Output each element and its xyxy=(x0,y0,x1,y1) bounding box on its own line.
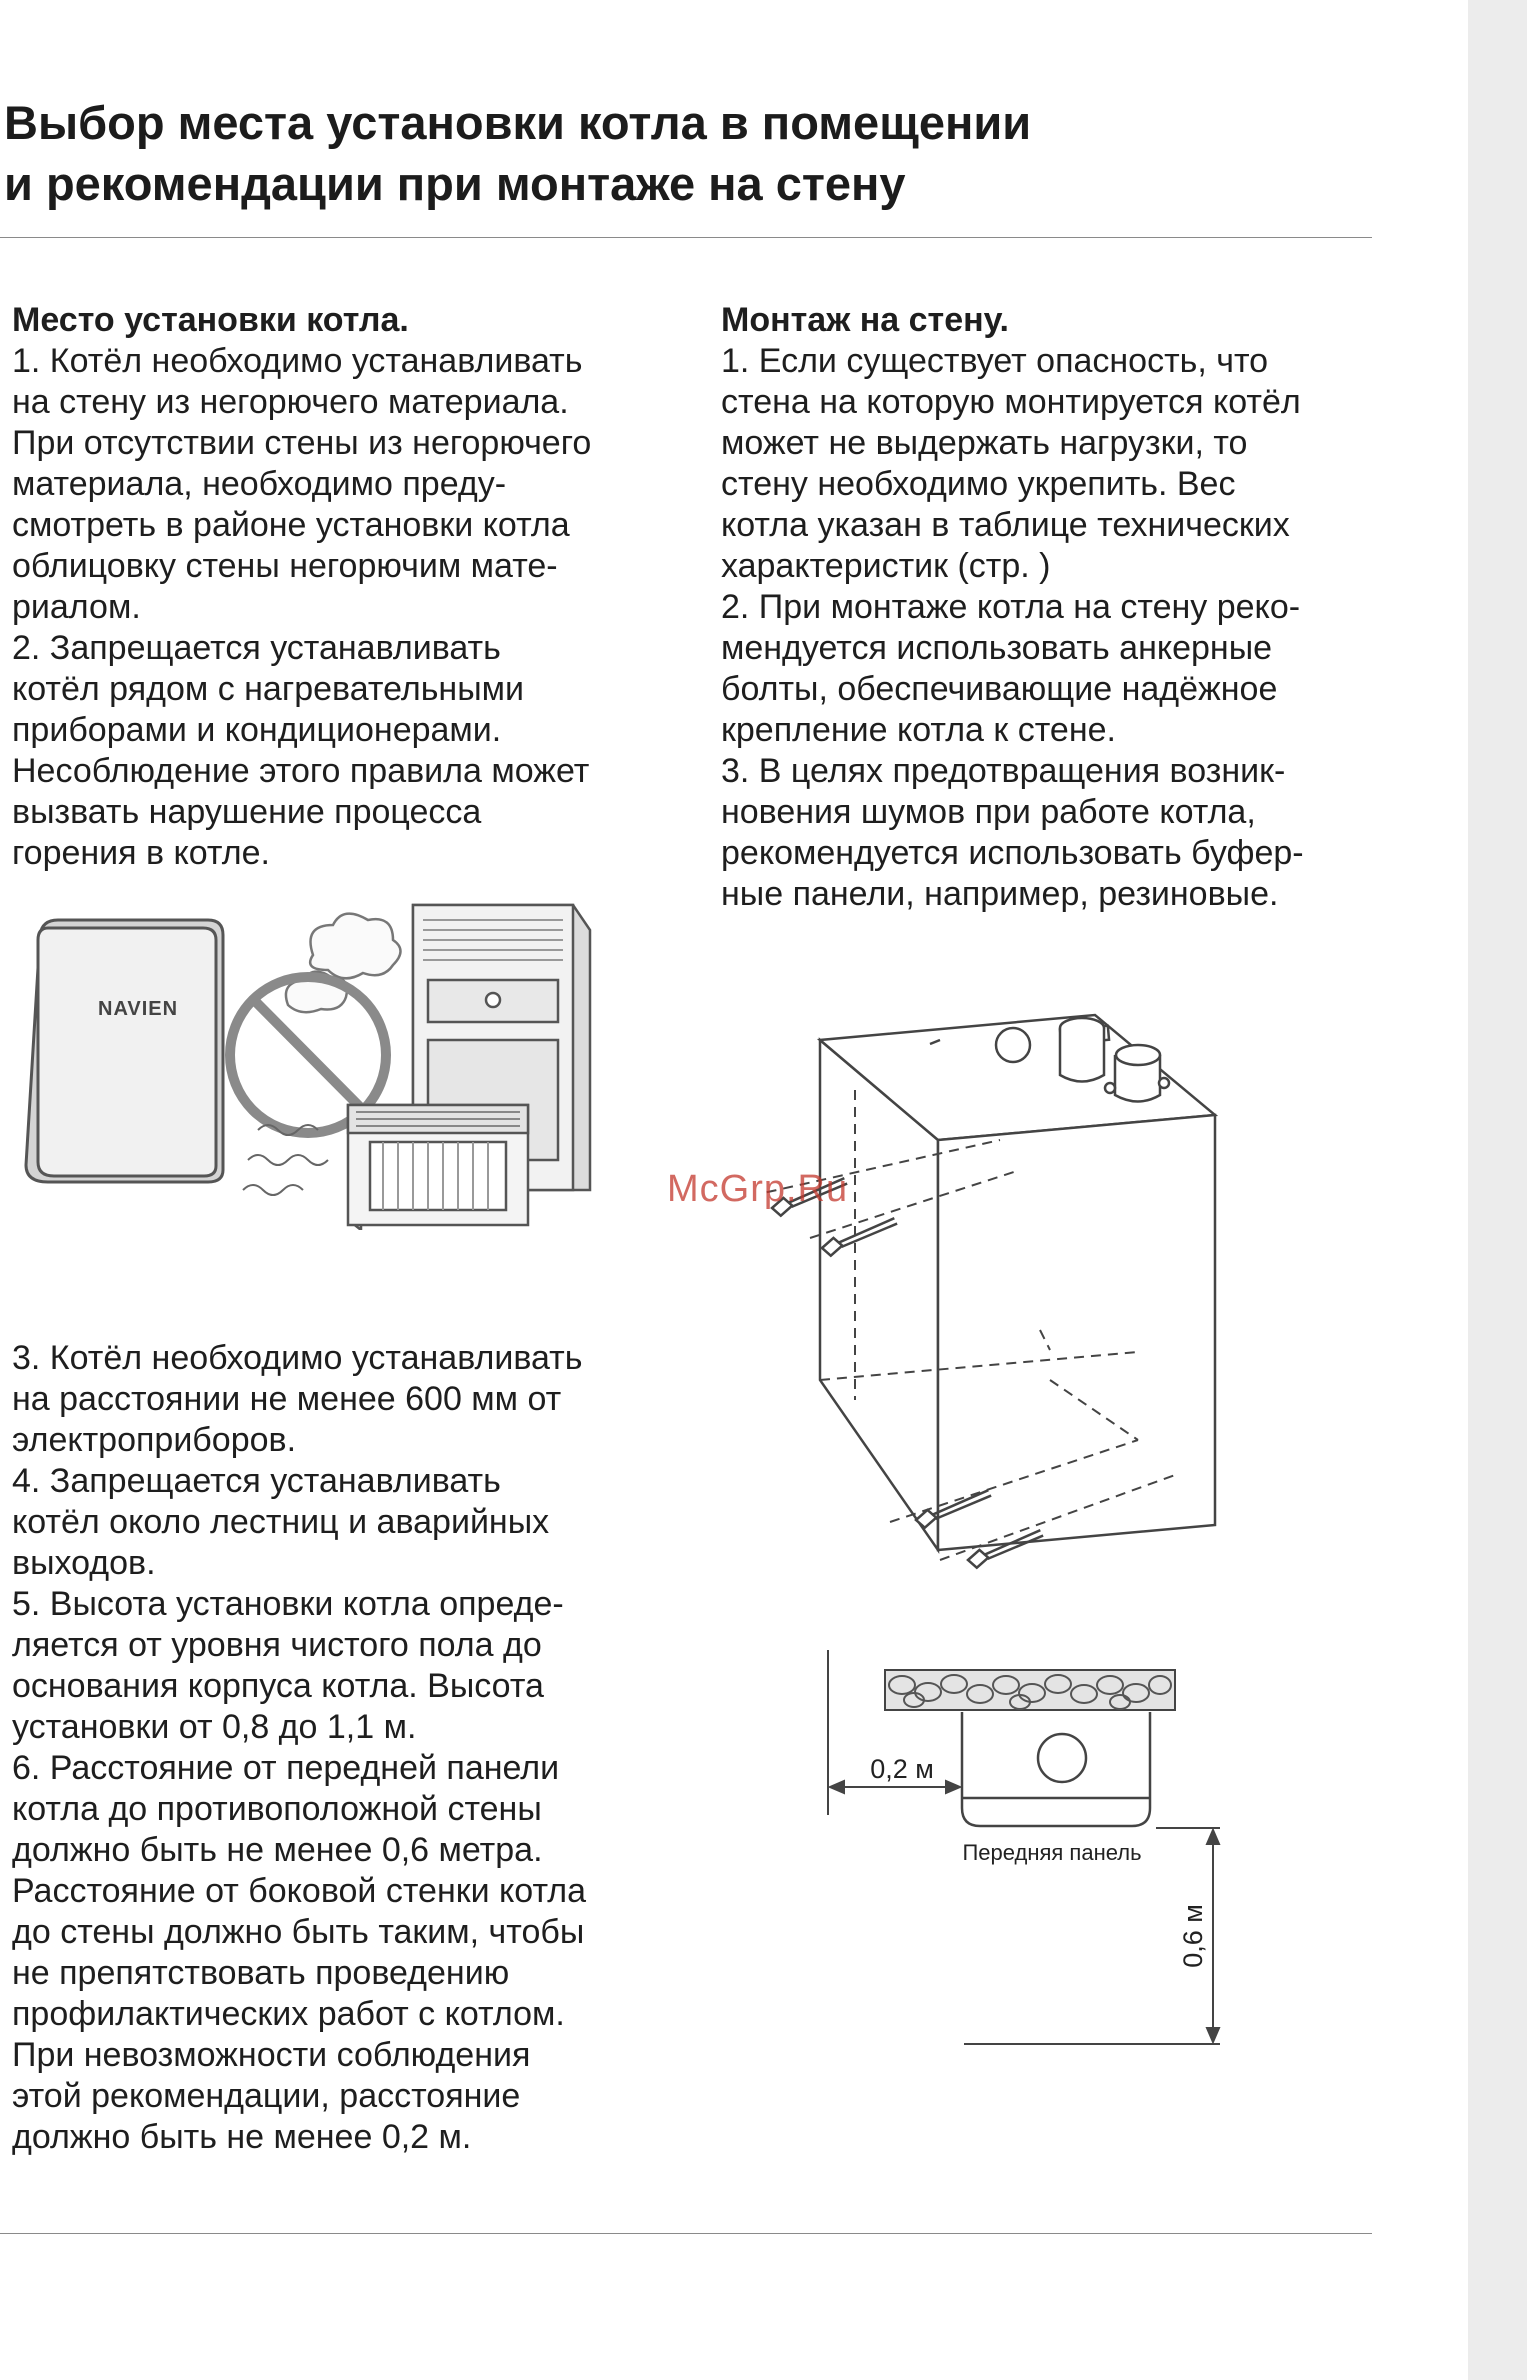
paragraph: 1. Котёл необходимо устанавливать на стену из негорючего материала. xyxy=(12,342,583,421)
paragraph: 2. Запрещается устанавливать котёл рядом с нагревательными приборами и кондиционерами. xyxy=(12,629,524,749)
bottom-divider xyxy=(0,2233,1372,2234)
paragraph: При отсутствии стены из негорючего материала, необходимо преду-смотреть в районе установки котла облицовку стены негорючим мате-риалом. xyxy=(12,424,592,626)
page-title-line-1: Выбор места установки котла в помещении xyxy=(4,96,1032,149)
wall-mounting-illustration xyxy=(760,1000,1230,1580)
watermark: McGrp.Ru xyxy=(667,1168,849,1210)
paragraph: 4. Запрещается устанавливать котёл около лестниц и аварийных выходов. xyxy=(12,1462,550,1582)
section-heading: Монтаж на стену. xyxy=(721,301,1010,339)
front-clearance-label: 0,6 м xyxy=(1178,1904,1208,1968)
paragraph: 5. Высота установки котла опреде-ляется от уровня чистого пола до основания корпуса котла. Высота установки от 0,8 до 1,1 м. xyxy=(12,1585,564,1746)
page-margin-strip xyxy=(1468,0,1527,2380)
paragraph: 6. Расстояние от передней панели котла до противоположной стены должно быть не менее 0,6 метра. Расстояние от боковой стенки котла до стены должно быть таким, чтобы не препятствовать проведению профилактических работ с котлом. xyxy=(12,1749,587,2033)
paragraph: 3. Котёл необходимо устанавливать на расстоянии не менее 600 мм от электроприборов. xyxy=(12,1339,583,1459)
installation-rules-section xyxy=(12,1338,597,2158)
front-panel-label: Передняя панель xyxy=(962,1840,1142,1865)
paragraph: 2. При монтаже котла на стену реко-мендуется использовать анкерные болты, обеспечивающие надёжное крепление котла к стене. xyxy=(721,588,1301,749)
boiler-brand-label: NAVIEN xyxy=(98,998,179,1020)
boiler-illustration xyxy=(26,920,223,1182)
paragraph: 1. Если существует опасность, что стена на которую монтируется котёл может не выдержать нагрузки, то стену необходимо укрепить. Вес котла указан в таблице технических характеристик (стр. ) xyxy=(721,342,1301,585)
paragraph: При невозможности соблюдения этой рекомендации, расстояние должно быть не менее 0,2 м. xyxy=(12,2036,531,2156)
installation-location-section xyxy=(12,300,597,874)
wall-mounting-section xyxy=(721,300,1306,915)
page-title-line-2: и рекомендации при монтаже на стену xyxy=(4,157,906,210)
paragraph: 3. В целях предотвращения возник-новения шумов при работе котла, рекомендуется использовать буфер-ные панели, например, резиновые. xyxy=(721,752,1304,913)
boiler-top-view xyxy=(962,1712,1150,1826)
page-title xyxy=(4,92,1304,214)
side-clearance-label: 0,2 м xyxy=(870,1754,934,1784)
paragraph: Несоблюдение этого правила может вызвать нарушение процесса горения в котле. xyxy=(12,752,590,872)
smoke-puffs xyxy=(286,914,401,1013)
clearance-diagram xyxy=(820,1640,1240,2060)
top-divider xyxy=(0,237,1372,238)
wall-section xyxy=(885,1670,1175,1710)
section-heading: Место установки котла. xyxy=(12,301,409,339)
heater-illustration xyxy=(348,1105,528,1230)
prohibited-placement-illustration xyxy=(18,890,598,1230)
